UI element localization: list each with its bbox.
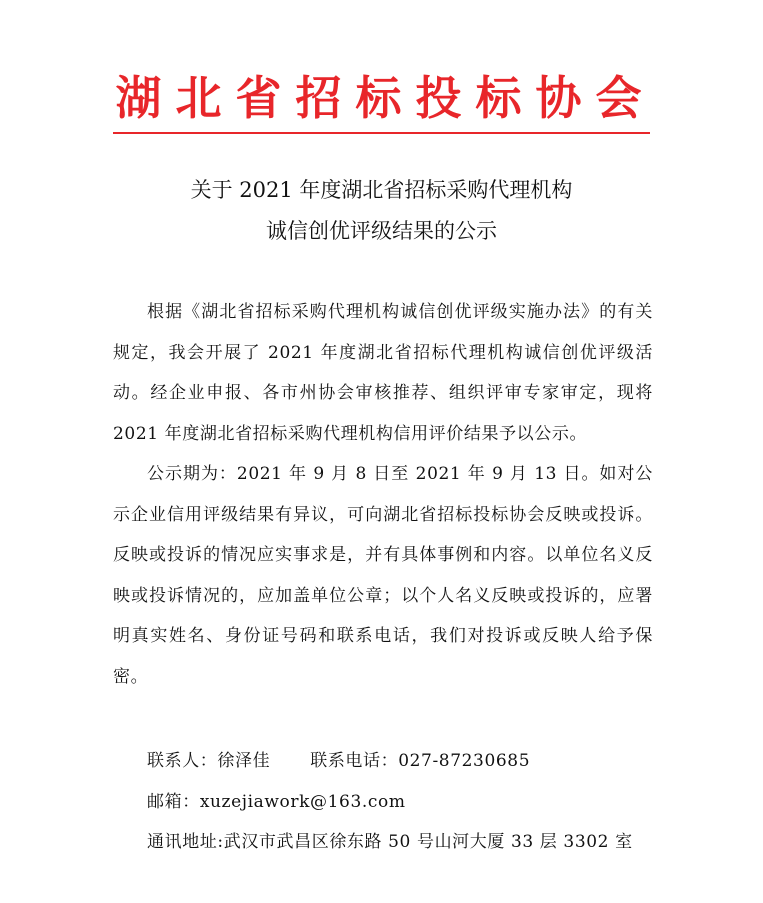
contact-email-value: xuzejiawork@163.com [199, 792, 406, 812]
organization-header: 湖北省招标投标协会 [115, 71, 656, 125]
document-title-line-2: 诚信创优评级结果的公示 [266, 219, 497, 243]
header-divider [113, 132, 650, 134]
contact-address-value: 武汉市武昌区徐东路 50 号山河大厦 33 层 3302 室 [223, 832, 633, 852]
contact-person-label: 联系人： [147, 751, 218, 771]
contact-address-line [113, 822, 653, 863]
contact-email-label: 邮箱： [147, 792, 200, 812]
body-paragraph-2: 公示期为：2021 年 9 月 8 日至 2021 年 9 月 13 日。如对公示企业信用评级结果有异议，可向湖北省招标投标协会反映或投诉。反映或投诉的情况应实事求是，并有具体事例和内容。以单位名义反映或投诉情况的，应加盖单位公章；以个人名义反映或投诉的，应署明真实姓名、身份证号码和联系电话，我们对投诉或反映人给予保密。 [113, 464, 653, 687]
document-body [113, 292, 653, 697]
document-title-line-1: 关于 2021 年度湖北省招标采购代理机构 [190, 178, 573, 202]
body-paragraph-1: 根据《湖北省招标采购代理机构诚信创优评级实施办法》的有关规定，我会开展了 2021 年度湖北省招标代理机构诚信创优评级活动。经企业申报、各市州协会审核推荐、组织评审专家审定，现将 2021 年度湖北省招标采购代理机构信用评价结果予以公示。 [113, 302, 653, 444]
contact-phone-label: 联系电话： [310, 751, 399, 771]
contact-phone-value: 027-87230685 [398, 751, 531, 771]
contact-email-line [113, 782, 687, 823]
contact-person-name: 徐泽佳 [217, 751, 271, 771]
contact-person-line [113, 741, 687, 782]
contact-address-label: 通讯地址: [147, 832, 224, 852]
